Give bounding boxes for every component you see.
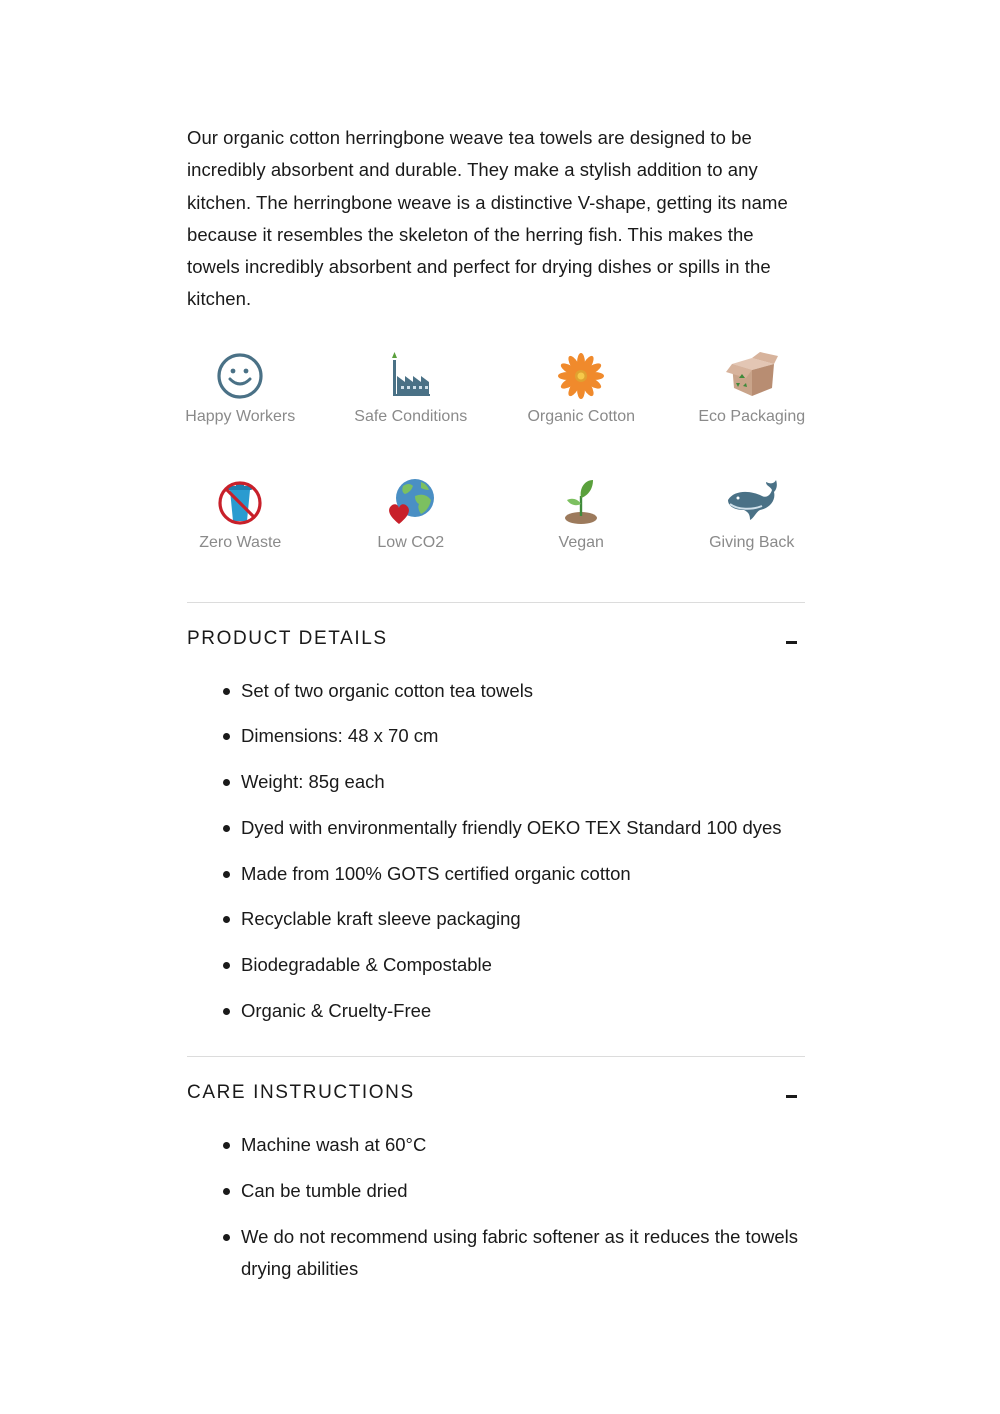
list-item: Set of two organic cotton tea towels bbox=[241, 675, 805, 707]
whale-icon bbox=[718, 476, 786, 528]
badge-zero-waste bbox=[155, 476, 326, 602]
list-item: Weight: 85g each bbox=[241, 766, 805, 798]
list-item: Made from 100% GOTS certified organic cotton bbox=[241, 858, 805, 890]
section-title: CARE INSTRUCTIONS bbox=[187, 1082, 415, 1104]
list-item: Organic & Cruelty-Free bbox=[241, 995, 805, 1027]
badge-label: Organic Cotton bbox=[527, 407, 636, 425]
product-description bbox=[187, 122, 805, 1298]
sprout-icon bbox=[555, 476, 607, 528]
globe-heart-icon bbox=[385, 476, 437, 528]
badge-label: Eco Packaging bbox=[698, 407, 806, 425]
factory-icon bbox=[385, 350, 437, 402]
badge-happy-workers bbox=[155, 350, 326, 476]
intro-paragraph: Our organic cotton herringbone weave tea towels are designed to be incredibly absorbent and durable. They make a stylish addition to any kitchen. The herringbone weave is a distinctive V-shape, getting its name because it resembles the skeleton of the herring fish. This makes the towels incredibly absorbent and perfect for drying dishes or spills in the kitchen. bbox=[187, 127, 788, 310]
badge-label: Vegan bbox=[558, 533, 604, 551]
product-details-header[interactable] bbox=[187, 603, 805, 675]
smiley-face-icon bbox=[214, 350, 266, 402]
badge-giving-back bbox=[667, 476, 838, 602]
collapse-toggle-icon[interactable] bbox=[786, 641, 797, 644]
badge-eco-packaging bbox=[667, 350, 838, 476]
collapse-toggle-icon[interactable] bbox=[786, 1095, 797, 1098]
badge-label: Zero Waste bbox=[199, 533, 282, 551]
list-item: Machine wash at 60°C bbox=[241, 1129, 805, 1161]
badge-organic-cotton bbox=[496, 350, 667, 476]
flower-icon bbox=[555, 350, 607, 402]
badge-label: Safe Conditions bbox=[354, 407, 468, 425]
list-item: Recyclable kraft sleeve packaging bbox=[241, 903, 805, 935]
badge-label: Giving Back bbox=[709, 533, 795, 551]
recycle-box-icon bbox=[718, 350, 786, 402]
badge-vegan bbox=[496, 476, 667, 602]
badge-low-co2 bbox=[326, 476, 497, 602]
care-instructions-header[interactable] bbox=[187, 1057, 805, 1129]
list-item: Dimensions: 48 x 70 cm bbox=[241, 720, 805, 752]
product-details-list bbox=[187, 675, 805, 1027]
list-item: We do not recommend using fabric softener as it reduces the towels drying abilities bbox=[241, 1221, 805, 1285]
list-item: Biodegradable & Compostable bbox=[241, 949, 805, 981]
section-title: PRODUCT DETAILS bbox=[187, 627, 388, 649]
badge-safe-conditions bbox=[326, 350, 497, 476]
list-item: Dyed with environmentally friendly OEKO TEX Standard 100 dyes bbox=[241, 812, 805, 844]
feature-badges bbox=[155, 350, 837, 602]
badge-label: Happy Workers bbox=[185, 407, 296, 425]
care-instructions-list bbox=[187, 1129, 805, 1284]
list-item: Can be tumble dried bbox=[241, 1175, 805, 1207]
no-waste-bin-icon bbox=[214, 476, 266, 528]
badge-label: Low CO2 bbox=[377, 533, 445, 551]
